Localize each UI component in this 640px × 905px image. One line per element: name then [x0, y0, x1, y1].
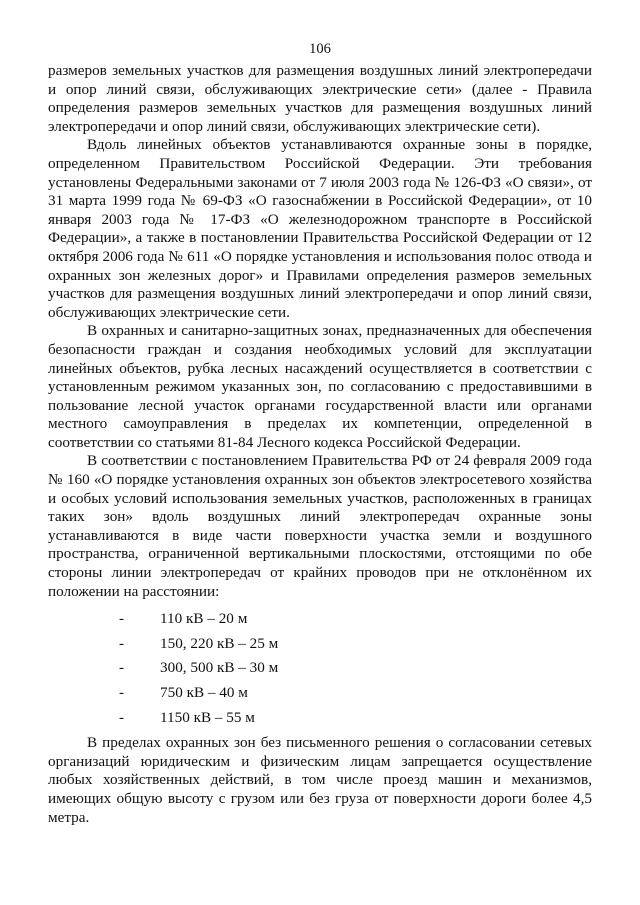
document-body: [48, 62, 592, 827]
list-dash: -: [119, 610, 125, 628]
list-item: [48, 681, 592, 706]
list-item: [48, 607, 592, 632]
list-dash: -: [119, 708, 125, 726]
list-item-text: 150, 220 кВ – 25 м: [160, 634, 279, 652]
list-dash: -: [119, 634, 125, 652]
page-number: 106: [309, 41, 331, 57]
voltage-distance-list: [48, 607, 592, 730]
list-item: [48, 632, 592, 657]
list-dash: -: [119, 684, 125, 701]
list-item-text: 750 кВ – 40 м: [160, 684, 248, 701]
list-item-text: 1150 кВ – 55 м: [160, 708, 255, 726]
paragraph: В пределах охранных зон без письменного решения о согласовании сетевых организаций юридическим и физическим лицам запрещается осуществление любых хозяйственных действий, в том числе проезд машин и механизмов, имеющих общую высоту с грузом или без груза от поверхности дороги более 4,5 метра.: [48, 734, 592, 826]
list-item-text: 110 кВ – 20 м: [160, 610, 248, 628]
list-item-text: 300, 500 кВ – 30 м: [160, 659, 279, 677]
paragraph: В охранных и санитарно-защитных зонах, предназначенных для обеспечения безопасности граждан и создания необходимых условий для эксплуатации линейных объектов, рубка лесных насаждений осуществляется в соответствии с установленным режимом указанных зон, по согласованию с предоставившими в пользование лесной участок органами государственной власти или органами местного самоуправления в пределах их компетенции, определенной в соответствии со статьями 81-84 Лесного кодекса Российской Федерации.: [48, 322, 592, 451]
list-item: [48, 706, 592, 731]
list-dash: -: [119, 659, 125, 677]
list-item: [48, 656, 592, 681]
paragraph-continuation: размеров земельных участков для размещения воздушных линий электропередачи и опор линий связи, обслуживающих электрические сети» (далее - Правила определения размеров земельных участков для размещения воздушных линий электропередачи и опор линий связи, обслуживающих электрические сети).: [48, 62, 592, 135]
paragraph: В соответствии с постановлением Правительства РФ от 24 февраля 2009 года № 160 «О порядке установления охранных зон объектов электросетевого хозяйства и особых условий использования земельных участков, расположенных в границах таких зон» вдоль воздушных линий электропередач охранные зоны устанавливаются в виде части поверхности участка земли и воздушного пространства, ограниченной вертикальными плоскостями, отстоящими по обе стороны линии электропередач от крайних проводов при не отклонённом их положении на расстоянии:: [48, 452, 592, 600]
paragraph: Вдоль линейных объектов устанавливаются охранные зоны в порядке, определенном Правительством Российской Федерации. Эти требования установлены Федеральными законами от 7 июля 2003 года № 126-ФЗ «О связи», от 31 марта 1999 года № 69-ФЗ «О газоснабжении в Российской Федерации», от 10 января 2003 года № 17-ФЗ «О железнодорожном транспорте в Российской Федерации», а также в постановлении Правительства Российской Федерации от 12 октября 2006 года № 611 «О порядке установления и использования полос отвода и охранных зон железных дорог» и Правилами определения размеров земельных участков для размещения воздушных линий электропередачи и опор линий связи, обслуживающих электрические сети.: [48, 136, 592, 321]
